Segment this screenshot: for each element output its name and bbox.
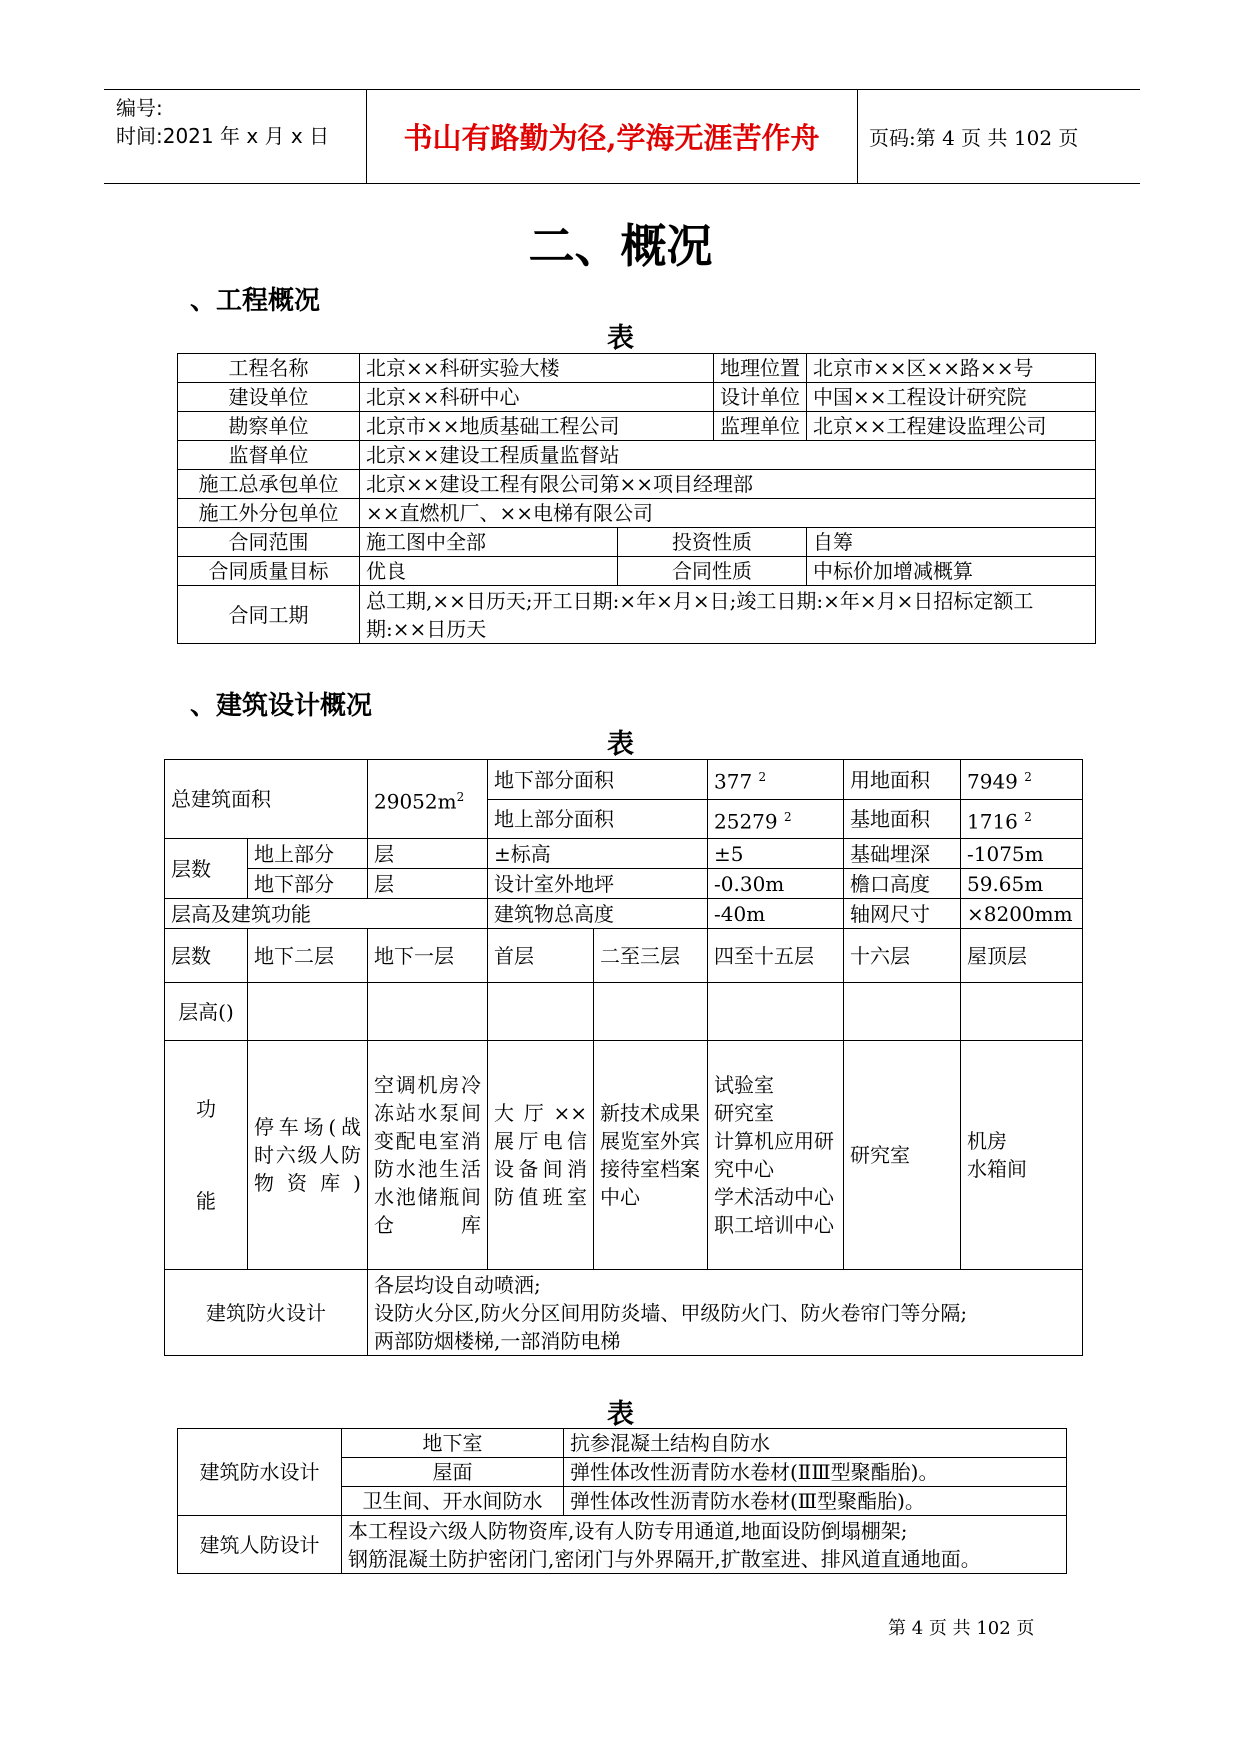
function-cell: 停车场(战时六级人防物资库)	[248, 1041, 368, 1270]
foundation-depth-label: 基础埋深	[844, 839, 961, 869]
table-row	[165, 1041, 1083, 1270]
waterproof-area: 屋面	[342, 1458, 564, 1487]
function-cell: 试验室 研究室 计算机应用研究中心 学术活动中心 职工培训中心	[708, 1041, 844, 1270]
function-cell: 研究室	[844, 1041, 961, 1270]
cell-label: 建设单位	[178, 383, 360, 412]
table-row	[165, 929, 1083, 983]
floor-header: 屋顶层	[961, 929, 1083, 983]
civil-defense-label: 建筑人防设计	[178, 1516, 342, 1574]
below-value: 层	[368, 869, 488, 899]
table-row	[165, 983, 1083, 1041]
section-heading-architecture: 、建筑设计概况	[190, 691, 373, 721]
waterproof-civil-defense-table	[177, 1428, 1067, 1574]
cell-value: 中国××工程设计研究院	[807, 383, 1096, 412]
cell-value: 北京××建设工程有限公司第××项目经理部	[360, 470, 1096, 499]
table-row	[165, 839, 1083, 869]
function-cell: 大厅××展厅电信设备间消防值班室	[488, 1041, 594, 1270]
cell-value: 北京××建设工程质量监督站	[360, 441, 1096, 470]
cell-label: 地理位置	[714, 354, 807, 383]
cell-label: 监督单位	[178, 441, 360, 470]
header-page-info: 页码:第 4 页 共 102 页	[869, 126, 1079, 150]
project-overview-table	[177, 353, 1096, 644]
above-area-label: 地上部分面积	[488, 800, 708, 839]
cell-label: 合同性质	[618, 557, 807, 586]
header-meta	[116, 94, 329, 150]
architecture-design-table	[164, 759, 1083, 1356]
outdoor-grade-label: 设计室外地坪	[488, 869, 708, 899]
total-height-label: 建筑物总高度	[488, 899, 708, 929]
grid-size-label: 轴网尺寸	[844, 899, 961, 929]
land-area-value: 7949 $^2$	[961, 760, 1083, 800]
floors-label: 层数	[165, 839, 248, 899]
function-label	[165, 1041, 248, 1270]
table-row	[178, 586, 1096, 644]
cell-value: 中标价加增减概算	[807, 557, 1096, 586]
below-label: 地下部分	[248, 869, 368, 899]
number-label: 编号:	[116, 96, 163, 120]
function-label-2: 能	[196, 1189, 216, 1213]
floor-header: 四至十五层	[708, 929, 844, 983]
table-row	[178, 1429, 1067, 1458]
fire-design-label: 建筑防火设计	[165, 1270, 368, 1356]
waterproof-method: 弹性体改性沥青防水卷材(Ⅲ型聚酯胎)。	[564, 1487, 1067, 1516]
cell-label: 合同质量目标	[178, 557, 360, 586]
function-label-1: 功	[196, 1097, 216, 1121]
above-value: 层	[368, 839, 488, 869]
table-row	[165, 869, 1083, 899]
cell-label: 设计单位	[714, 383, 807, 412]
cell-label: 投资性质	[618, 528, 807, 557]
fire-design-text: 各层均设自动喷洒; 设防火分区,防火分区间用防炎墙、甲级防火门、防火卷帘门等分隔; 两部防烟楼梯,一部消防电梯	[368, 1270, 1083, 1356]
table-row	[165, 1270, 1083, 1356]
cell-label: 施工外分包单位	[178, 499, 360, 528]
waterproof-area: 卫生间、开水间防水	[342, 1487, 564, 1516]
function-cell: 机房 水箱间	[961, 1041, 1083, 1270]
elevation-value: ±5	[708, 839, 844, 869]
cell-label: 合同工期	[178, 586, 360, 644]
elevation-label: ±标高	[488, 839, 708, 869]
floor-header: 地下一层	[368, 929, 488, 983]
total-area-value: $29052m^2$	[368, 760, 488, 839]
floor-header: 二至三层	[594, 929, 708, 983]
height-function-label: 层高及建筑功能	[165, 899, 488, 929]
table-row	[178, 528, 1096, 557]
cell-value: 北京市××区××路××号	[807, 354, 1096, 383]
section-heading-project: 、工程概况	[190, 286, 321, 316]
above-label: 地上部分	[248, 839, 368, 869]
table-row	[178, 354, 1096, 383]
table-row	[178, 557, 1096, 586]
cell-value: 北京××科研实验大楼	[360, 354, 714, 383]
table-row	[178, 383, 1096, 412]
table-row	[165, 899, 1083, 929]
time-label: 时间:2021 年 x 月 x 日	[116, 124, 330, 148]
cell-value: 施工图中全部	[360, 528, 618, 557]
table-caption-3: 表	[607, 1399, 634, 1430]
table-row	[178, 412, 1096, 441]
page-footer: 第 4 页 共 102 页	[888, 1618, 1035, 1639]
underground-area-label: 地下部分面积	[488, 760, 708, 800]
underground-area-value: 377 $^2$	[708, 760, 844, 800]
floor-header: 地下二层	[248, 929, 368, 983]
eave-height-value: 59.65m	[961, 869, 1083, 899]
floor-header: 层数	[165, 929, 248, 983]
function-cell: 空调机房冷冻站水泵间变配电室消防水池生活水池储瓶间仓库	[368, 1041, 488, 1270]
cell-label: 勘察单位	[178, 412, 360, 441]
grid-size-value: ×8200mm	[961, 899, 1083, 929]
outdoor-grade-value: -0.30m	[708, 869, 844, 899]
cell-value: 北京××科研中心	[360, 383, 714, 412]
floor-height-label: 层高()	[165, 983, 248, 1041]
cell-label: 工程名称	[178, 354, 360, 383]
eave-height-label: 檐口高度	[844, 869, 961, 899]
floor-header: 十六层	[844, 929, 961, 983]
table-row	[165, 760, 1083, 800]
table-row	[178, 1516, 1067, 1574]
above-area-value: 25279 $^2$	[708, 800, 844, 839]
cell-value: ××直燃机厂、××电梯有限公司	[360, 499, 1096, 528]
civil-defense-text: 本工程设六级人防物资库,设有人防专用通道,地面设防倒塌棚架; 钢筋混凝土防护密闭门,密闭门与外界隔开,扩散室进、排风道直通地面。	[342, 1516, 1067, 1574]
waterproof-method: 弹性体改性沥青防水卷材(ⅡⅢ型聚酯胎)。	[564, 1458, 1067, 1487]
cell-value: 北京市××地质基础工程公司	[360, 412, 714, 441]
function-cell: 新技术成果展览室外宾接待室档案中心	[594, 1041, 708, 1270]
waterproof-label: 建筑防水设计	[178, 1429, 342, 1516]
cell-value: 优良	[360, 557, 618, 586]
base-area-label: 基地面积	[844, 800, 961, 839]
table-row	[178, 470, 1096, 499]
total-area-label: 总建筑面积	[165, 760, 368, 839]
cell-label: 监理单位	[714, 412, 807, 441]
table-caption-2: 表	[607, 729, 634, 760]
page-header	[104, 89, 1140, 184]
page-title: 二、概况	[528, 219, 713, 273]
total-height-value: -40m	[708, 899, 844, 929]
waterproof-method: 抗参混凝土结构自防水	[564, 1429, 1067, 1458]
cell-label: 合同范围	[178, 528, 360, 557]
cell-value: 总工期,××日历天;开工日期:×年×月×日;竣工日期:×年×月×日招标定额工期:××日历天	[360, 586, 1096, 644]
table-row	[178, 499, 1096, 528]
base-area-value: 1716 $^2$	[961, 800, 1083, 839]
header-motto: 书山有路勤为径,学海无涯苦作舟	[403, 121, 820, 155]
cell-value: 自筹	[807, 528, 1096, 557]
floor-header: 首层	[488, 929, 594, 983]
table-caption-1: 表	[607, 323, 634, 354]
foundation-depth-value: -1075m	[961, 839, 1083, 869]
cell-value: 北京××工程建设监理公司	[807, 412, 1096, 441]
table-row	[178, 441, 1096, 470]
waterproof-area: 地下室	[342, 1429, 564, 1458]
cell-label: 施工总承包单位	[178, 470, 360, 499]
land-area-label: 用地面积	[844, 760, 961, 800]
